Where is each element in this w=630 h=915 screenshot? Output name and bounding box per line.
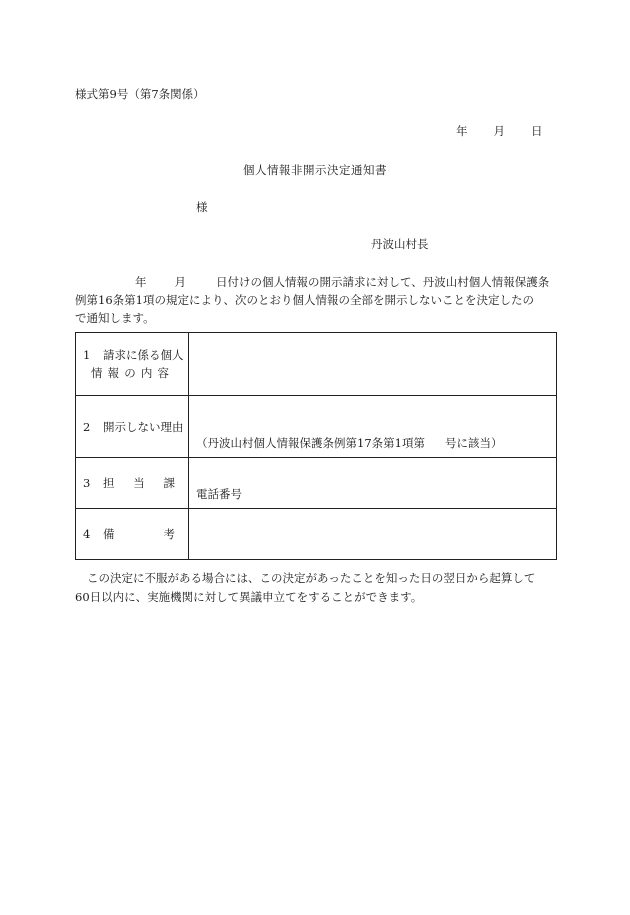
date-year-label: 年 bbox=[456, 124, 468, 138]
reason-note bbox=[196, 435, 502, 451]
row-number: 4 bbox=[83, 527, 91, 541]
body-month-label: 月 bbox=[174, 275, 186, 289]
appeal-notice bbox=[75, 569, 557, 607]
row-label-reason bbox=[76, 396, 189, 458]
date-day-label: 日 bbox=[531, 124, 543, 138]
issuer-name: 丹波山村長 bbox=[371, 237, 429, 251]
form-number: 様式第9号（第7条関係） bbox=[75, 87, 205, 101]
body-line-1 bbox=[75, 273, 557, 291]
row-label-department bbox=[76, 458, 189, 509]
notice-body bbox=[75, 273, 557, 327]
label-char: 容 bbox=[157, 366, 169, 380]
remarks-value-field[interactable] bbox=[189, 509, 557, 560]
row-label-requested-info bbox=[76, 333, 189, 396]
reason-value-field[interactable] bbox=[189, 396, 557, 458]
label-char: 情 bbox=[91, 366, 103, 380]
label-char: 報 bbox=[107, 366, 120, 380]
date-month-label: 月 bbox=[493, 124, 505, 138]
label-char: 当 bbox=[133, 476, 145, 490]
table-row bbox=[76, 458, 557, 509]
label-char: の bbox=[124, 366, 136, 380]
reason-note-suffix: 号に該当） bbox=[444, 436, 503, 450]
table-row bbox=[76, 396, 557, 458]
label-char: 考 bbox=[163, 527, 175, 541]
appeal-notice-line-2: 60日以内に、実施機関に対して異議申立てをすることができます。 bbox=[75, 590, 423, 604]
row-label-text bbox=[103, 525, 175, 543]
row-number: 2 bbox=[83, 419, 91, 434]
row-label-remarks bbox=[76, 509, 189, 560]
table-row bbox=[76, 509, 557, 560]
body-line-2: 例第16条第1項の規定により、次のとおり個人情報の全部を開示しないことを決定したの bbox=[75, 293, 534, 307]
department-value-field[interactable] bbox=[189, 458, 557, 509]
label-char: 課 bbox=[163, 476, 175, 490]
row-label-text: 開示しない理由 bbox=[103, 419, 184, 434]
row-label-line-1: 請求に係る個人 bbox=[103, 348, 184, 362]
table-row bbox=[76, 333, 557, 396]
row-label-text bbox=[103, 474, 175, 492]
label-char: 担 bbox=[103, 476, 115, 490]
document-title: 個人情報非開示決定通知書 bbox=[243, 163, 387, 177]
date-line bbox=[456, 123, 543, 139]
appeal-notice-line-1: この決定に不服がある場合には、この決定があったことを知った日の翌日から起算して bbox=[87, 571, 536, 585]
phone-number-label: 電話番号 bbox=[196, 487, 242, 501]
requested-info-value-field[interactable] bbox=[189, 333, 557, 396]
reason-note-prefix: （丹波山村個人情報保護条例第17条第1項第 bbox=[196, 436, 425, 450]
body-line-3: で通知します。 bbox=[75, 311, 155, 325]
addressee-honorific: 様 bbox=[196, 200, 208, 214]
body-line-1-text: 日付けの個人情報の開示請求に対して、丹波山村個人情報保護条 bbox=[216, 275, 550, 289]
row-number: 3 bbox=[83, 476, 91, 490]
label-char: 内 bbox=[140, 366, 153, 380]
row-label-line-2 bbox=[91, 364, 169, 382]
label-char: 備 bbox=[103, 527, 115, 541]
body-year-label: 年 bbox=[135, 275, 147, 289]
row-number: 1 bbox=[83, 348, 91, 362]
info-table bbox=[75, 332, 557, 560]
